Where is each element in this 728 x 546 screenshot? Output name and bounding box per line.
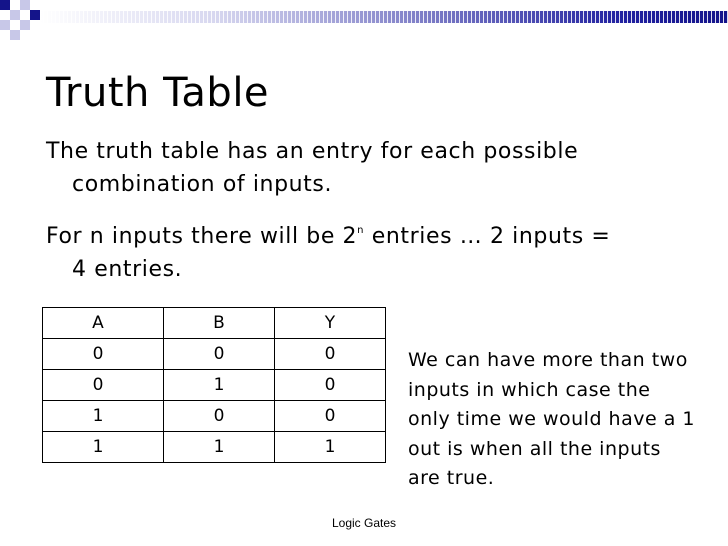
- table-row: [43, 432, 386, 463]
- header-stripes-overlay: [40, 11, 728, 23]
- bullet-2-line-1a: For n inputs there will be 2: [46, 224, 358, 249]
- truth-table: [42, 307, 386, 463]
- table-row: [43, 370, 386, 401]
- decor-square: [0, 0, 10, 10]
- table-cell: 0: [164, 401, 275, 432]
- header-decoration: [0, 0, 728, 50]
- slide-footer: Logic Gates: [331, 516, 397, 530]
- table-cell: 1: [164, 432, 275, 463]
- decor-square: [10, 30, 20, 40]
- decor-square: [10, 10, 20, 20]
- table-cell: 1: [43, 401, 164, 432]
- table-cell: 0: [275, 339, 386, 370]
- exponent-n: n: [357, 225, 365, 236]
- table-cell: 0: [164, 339, 275, 370]
- column-header-b: B: [164, 308, 275, 339]
- table-row: [43, 401, 386, 432]
- bullet-1-line-1: The truth table has an entry for each possible: [46, 139, 579, 164]
- table-cell: 1: [43, 432, 164, 463]
- table-row: [43, 339, 386, 370]
- decor-square: [20, 20, 30, 30]
- bullet-entries-per-combination: [46, 135, 696, 201]
- decor-square: [20, 0, 30, 10]
- table-header-row: [43, 308, 386, 339]
- bullet-number-of-entries: [46, 214, 696, 286]
- table-cell: 0: [43, 339, 164, 370]
- column-header-a: A: [43, 308, 164, 339]
- bullet-2-line-2: 4 entries.: [72, 257, 183, 282]
- column-header-y: Y: [275, 308, 386, 339]
- table-cell: 0: [43, 370, 164, 401]
- side-note: We can have more than two inputs in which case the only time we would have a 1 out is when all the inputs are true.: [408, 349, 695, 489]
- table-cell: 0: [275, 401, 386, 432]
- decor-square: [0, 20, 10, 30]
- bullet-2-line-1b: entries … 2 inputs =: [364, 224, 611, 249]
- table-cell: 1: [275, 432, 386, 463]
- slide-title: Truth Table: [46, 70, 270, 116]
- bullet-1-line-2: combination of inputs.: [72, 172, 333, 197]
- decor-square: [30, 10, 40, 20]
- table-cell: 0: [275, 370, 386, 401]
- table-cell: 1: [164, 370, 275, 401]
